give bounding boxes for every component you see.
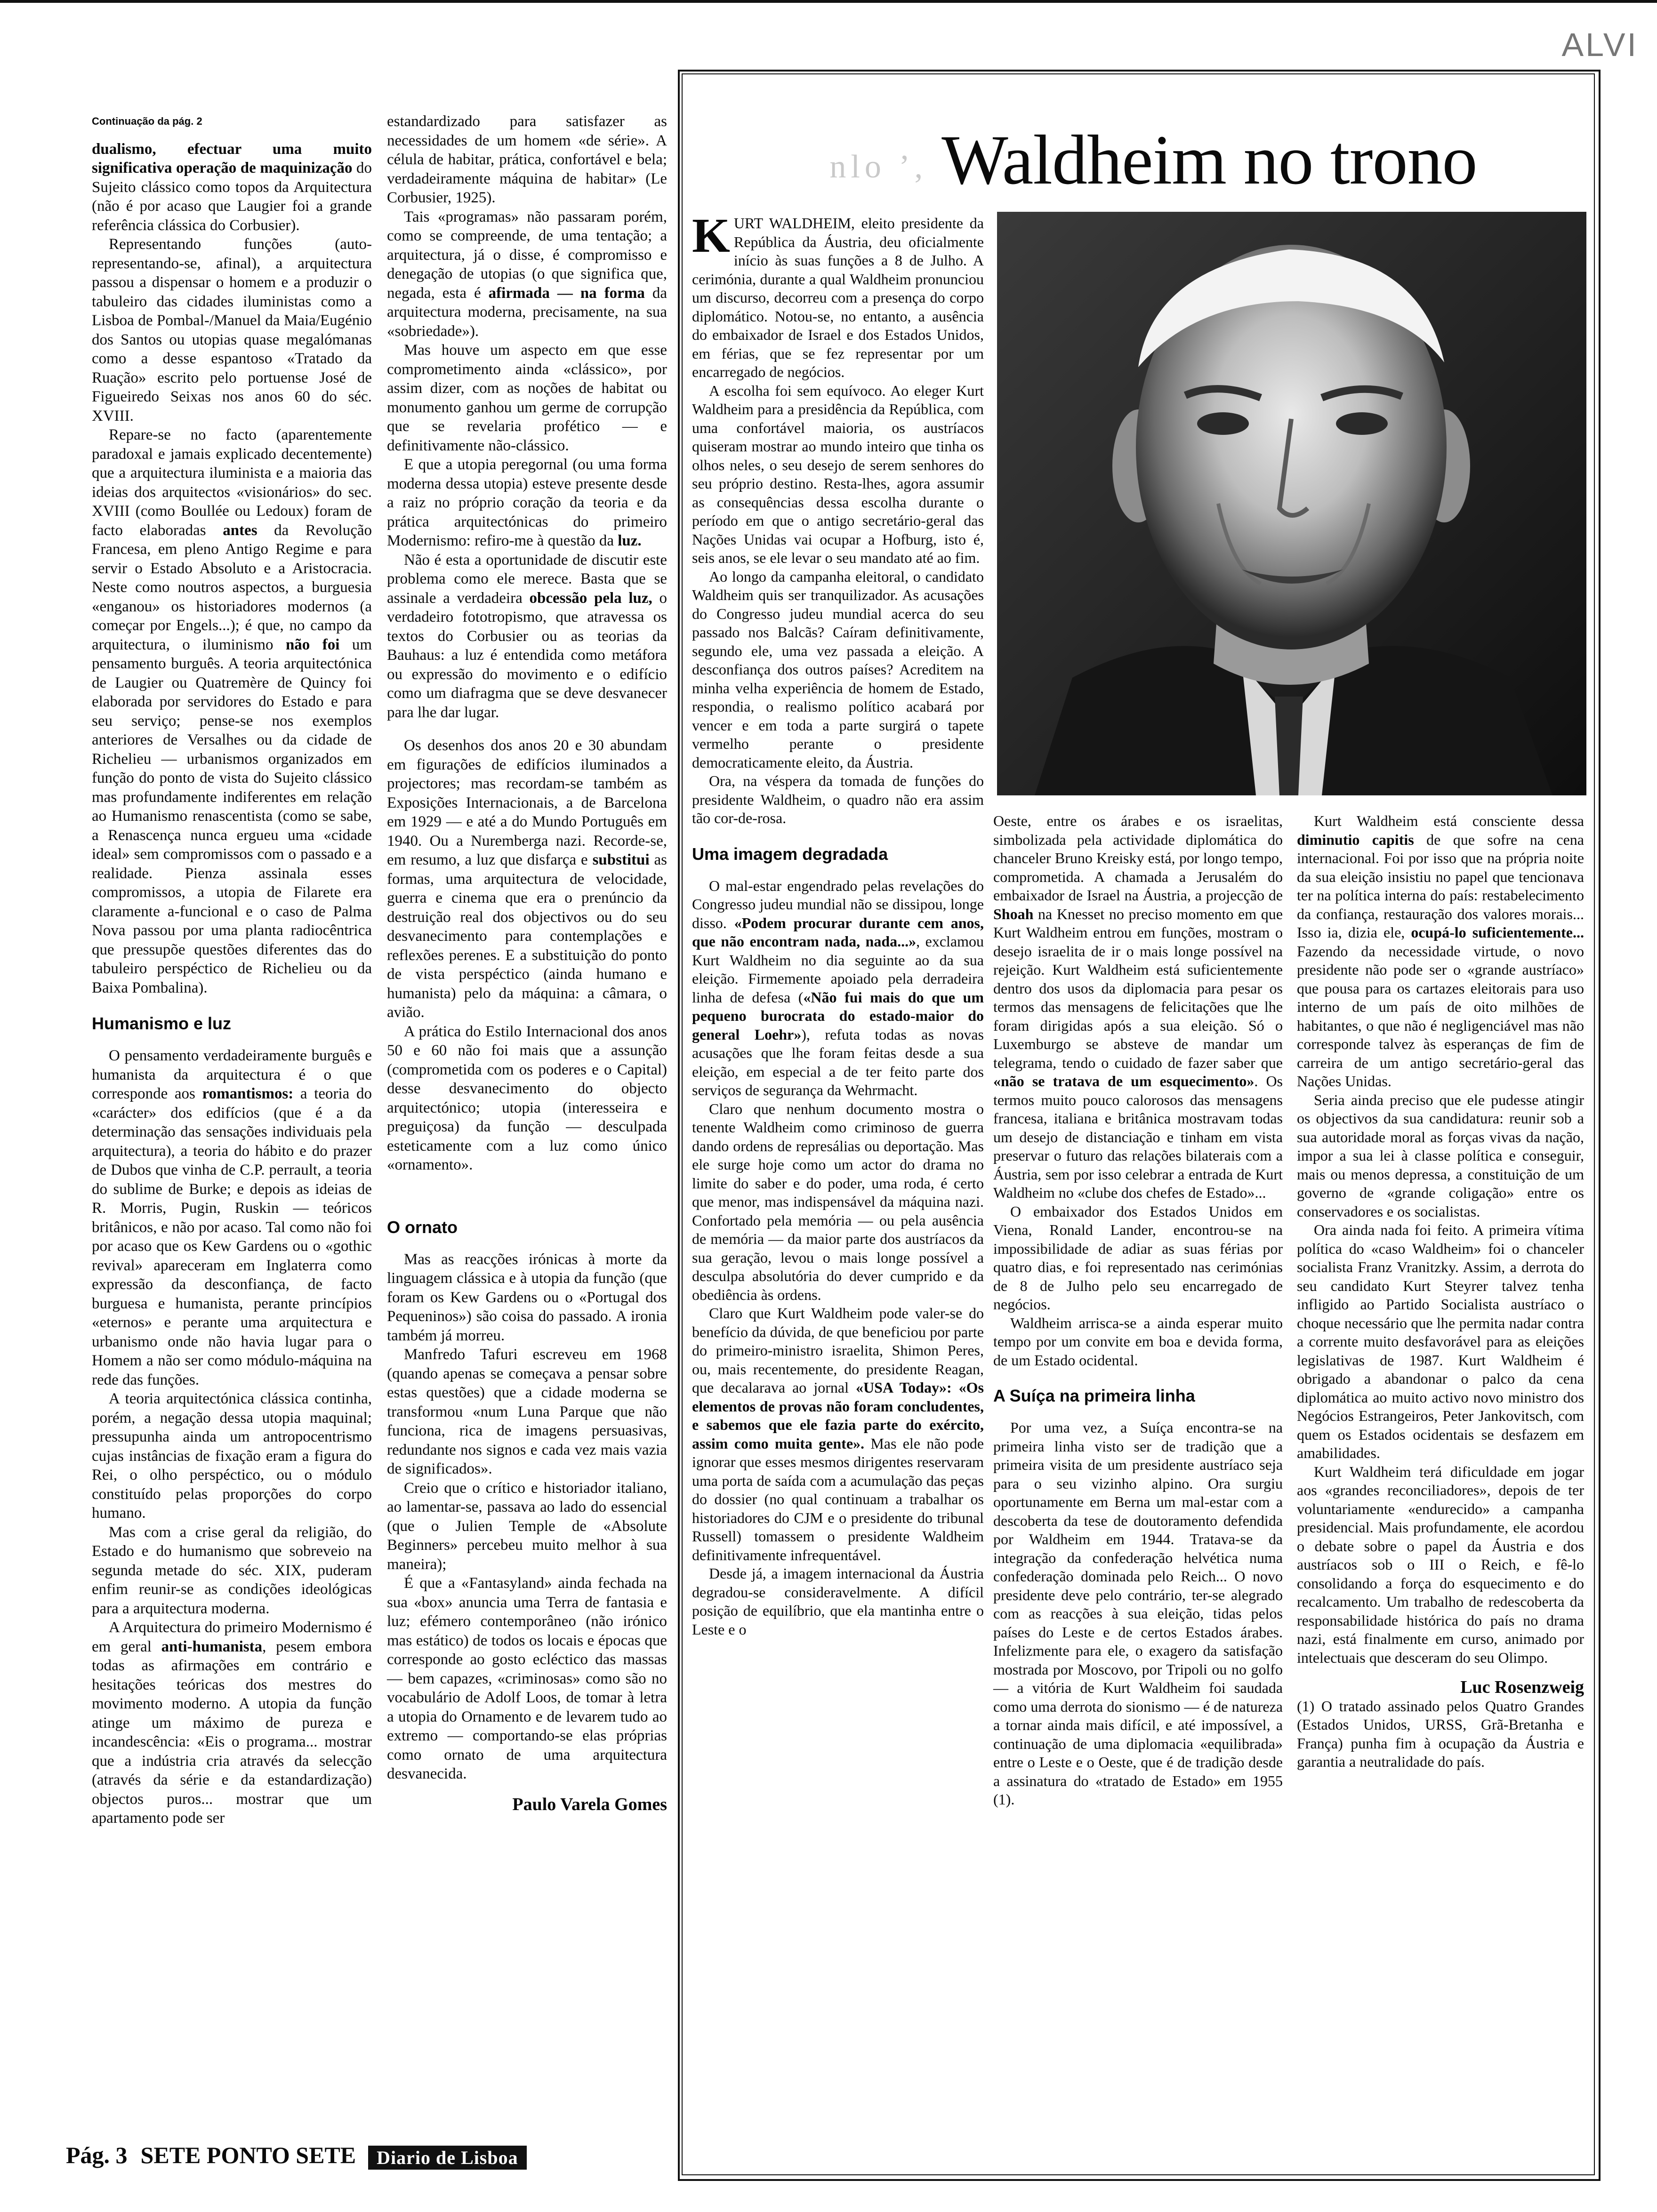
paragraph: A prática do Estilo Internacional dos anos 50 e 60 não foi mais que a assunção (comprometida com os poderes e o Capital) desse desvanecimento do objecto arquitectónico; utopia (interesseira e preguiçosa) da função — desculpada esteticamente com a luz como único «ornamento». <box>387 1023 667 1173</box>
paragraph: O embaixador dos Estados Unidos em Viena, Ronald Lander, encontrou-se na impossibilidade de adiar as suas férias por quatro dias, e foi representado nas cerimónias de 8 de Julho pelo seu encarregado de negócios. <box>993 1202 1283 1313</box>
portrait-photo <box>997 212 1586 795</box>
bold-text: substitui <box>592 851 650 868</box>
drop-cap: K <box>692 208 730 263</box>
text: URT WALDHEIM, eleito presidente da República da Áustria, deu oficialmente início às suas funções a 8 de Julho. A cerimónia, durante a qual Waldheim pronunciou um discurso, decorreu com a presença do corpo diplomático. Notou-se, no entanto, a ausência do embaixador de Israel e dos Estados Unidos, em férias, que se fez representar por um encarregado de negócios. <box>692 215 984 380</box>
paragraph: A escolha foi sem equívoco. Ao eleger Kurt Waldheim para a presidência da República, com uma confortável maioria, os austríacos quiseram mostrar ao mundo inteiro que tinha os olhos neles, o seu desejo de serem senhores do seu próprio destino. Resta-lhes, agora assumir as consequências dessa escolha durante o período em que o antigo secretário-geral das Nações Unidas vai ocupar a Hofburg, isto é, seis anos, se ele levar o seu mandato até ao fim. <box>692 382 984 566</box>
text: na Knesset no preciso momento em que Kurt Waldheim entrou em funções, mostram o desejo israelita de ir o mais longe possível na rejeição. Kurt Waldheim está suficientemente dentro dos usos da diplomacia para pesar os termos das mensagens de felicitações que lhe foram dirigidas após a sua eleição. Só o Luxemburgo se absteve de mandar um telegrama, tendo o cuidado de fazer saber que <box>993 905 1283 1071</box>
paragraph <box>387 455 667 551</box>
paragraph: É que a «Fantasyland» ainda fechada na sua «box» anuncia uma Terra de fantasia e luz; efémero contemporâneo (não irónico mas estático) de todos os locais e épocas que corresponde ao gosto ecléctico das massas — bem capazes, «criminosas» como são no vocabulário de Adolf Loos, de tomar à letra a utopia do Ornamento e de levarem tudo ao extremo — comportando-se elas próprias como ornato de uma arquitectura desvanecida. <box>387 1575 667 1782</box>
bold-text: antes <box>223 521 257 539</box>
right-article-col-1 <box>692 208 984 1639</box>
paragraph: Kurt Waldheim terá dificuldade em jogar aos «grandes reconciliadores», depois de ter voluntariamente «endurecido» a campanha presidencial. Mais profundamente, ele acordou o debate sobre o papel da Áustria e dos austríacos sob o III o Reich, e fê-lo consolidando a força do esquecimento e do recalcamento. Um trabalho de redescoberta da responsabilidade histórica do país no drama nazi, está finalmente em curso, animado por intelectuais que desceram do seu Olimpo. <box>1297 1463 1584 1666</box>
portrait-image <box>997 212 1586 795</box>
subheading: Uma imagem degradada <box>692 844 888 864</box>
text: do Sujeito clássico como topos da Arquitectura (não é por acaso que Laugier foi a grande referência clássica do Corbusier). <box>92 160 372 234</box>
bold-text: «Podem procurar durante cem anos, que não encontram nada, nada...» <box>692 914 984 950</box>
text: Mas ele não pode ignorar que esses mesmos dirigentes reservaram uma porta de saída com a acumulação das peças do dossier (no qual continuam a trabalhar os historiadores do CJM e o presidente do tribunal Russell) tomassem o presidente Waldheim definitivamente infrequentável. <box>692 1435 984 1563</box>
left-article-col-1 <box>92 112 372 1828</box>
text: E que a utopia peregornal (ou uma forma moderna dessa utopia) esteve presente desde a raiz no próprio coração da teoria e da prática arquitectónicas do primeiro Modernismo: refiro-me à questão da <box>387 456 667 549</box>
paragraph: Creio que o crítico e historiador italiano, ao lamentar-se, passava ao lado do essencial (que o Julien Temple de «Absolute Beginners» percebeu muito melhor à sua maneira); <box>387 1479 667 1573</box>
text: Fazendo da necessidade virtude, o novo presidente não pode ser o «grande austríaco» que pousa para os cartazes eleitorais para uso interno de um país de oito milhões de habitantes, o que não é negligenciável mas não corresponde talvez às esperanças de fim de carreira de um antigo secretário-geral das Nações Unidas. <box>1297 942 1584 1090</box>
text: , pesem embora todas as afirmações em contrário e hesitações teóricas dos mestres do movimento moderno. A utopia da função atinge um máximo de pureza e incandescência: «Eis o programa... mostrar que a indústria cria através da selecção (através da série e da estandardização) objectos puros... mostrar que um apartamento pode ser <box>92 1638 372 1827</box>
text: O mal-estar engendrado pelas revelações do Congresso judeu mundial não se dissipou, longe disso. <box>692 877 984 931</box>
page-number: Pág. 3 <box>66 2142 128 2168</box>
paragraph: Por uma vez, a Suíça encontra-se na primeira linha visto ser de tradição que a primeira visita de um presidente austríaco seja para o seu vizinho alpino. Ora surgiu oportunamente em Berna um mal-estar com a descoberta da tese de doutoramento defendida por Waldheim em 1944. Tratava-se da integração da confederação helvética numa confederação dominada pelo Reich... O novo presidente deve pelo contrário, ter-se alegrado com as reacções à sua eleição, tidas pelos países do Leste e de certos Estados árabes. Infelizmente para ele, o exagero da satisfação mostrada por Moscovo, por Tripoli ou no golfo — a vitória de Kurt Waldheim foi saudada como uma derrota do sionismo — é de natureza a tornar ainda mais difícil, e até impossível, a continuação de uma diplomacia «equilibrada» entre o Leste e o Oeste, que é de tradição desde a assinatura do «tratado de Estado» em 1955 (1). <box>993 1419 1283 1808</box>
text: Kurt Waldheim está consciente dessa <box>1314 812 1584 829</box>
section-name: SETE PONTO SETE <box>140 2142 356 2168</box>
paragraph: Mas houve um aspecto em que esse comprometimento ainda «clássico», por assim dizer, com as noções de habitat ou monumento ganhou um germe de corrupção que se revelaria profético — e definitivamente não-clássico. <box>387 342 667 454</box>
text: um pensamento burguês. A teoria arquitectónica de Laugier ou Quatremère de Quincy foi elaborada por servidores do Estado e para seu serviço; pense-se nos exemplos anteriores de Versalhes ou da cidade de Richelieu — urbanismos organizados em função do ponto de vista do Sujeito clássico mas profundamente indiferentes em relação ao Humanismo renascentista (como se sabe, a Renascença nunca ergueu uma «cidade ideal» sem compromissos com o passado e a realidade. Pienza assinala esses compromissos, a utopia de Filarete era claramente a-funcional e o caso de Palma Nova passou por uma planta radiocêntrica que pressupõe questões diferentes das do tabuleiro perspéctico de Richelieu ou da Baixa Pombalina). <box>92 636 372 996</box>
paragraph: Seria ainda preciso que ele pudesse atingir os objectivos da sua candidatura: reunir sob a sua autoridade moral as forças vivas da nação, impor a sua lei à classe política e conseguir, mais ou menos depressa, a constituição de um governo de «grande coligação» entre os conservadores e os socialistas. <box>1297 1091 1584 1220</box>
subheading: A Suíça na primeira linha <box>993 1386 1195 1405</box>
bold-text: dualismo, efectuar uma muito significativa operação de maquinização <box>92 140 372 176</box>
paragraph: Ao longo da campanha eleitoral, o candidato Waldheim quis ser tranquilizador. As acusações do Congresso judeu mundial acerca do seu passado nos Balcãs? Caíram definitivamente, segundo ele, uma vez passada a eleição. A desconfiança dos outros países? Acreditem na minha velha experiência de homem de Estado, respondia, o realismo político acabará por vencer e em toda a parte surgirá o tapete vermelho perante o presidente democraticamente eleito, da Áustria. <box>692 568 984 771</box>
top-rule <box>0 0 1657 3</box>
paragraph: A teoria arquitectónica clássica continha, porém, a negação dessa utopia maquinal; pressupunha ainda um antropocentrismo cujas instâncias de fixação eram a figura do Rei, o olho perspéctico, ou o módulo constituído pelas proporções do corpo humano. <box>92 1390 372 1522</box>
continued-from-label: Continuação da pág. 2 <box>92 115 202 127</box>
text: A Arquitectura do primeiro Modernismo é em geral <box>92 1619 372 1655</box>
text: da arquitectura moderna, precisamente, na sua «sobriedade»). <box>387 284 667 340</box>
corner-mark: ALVI <box>1561 26 1638 63</box>
text: as formas, uma arquitectura de velocidade, guerra e cinema que era o prenúncio da destruição real dos objectivos ou do seu desvanecimento para contemplações e reflexões perenes. E a substituição do ponto de vista perspéctico (ainda humano e humanista) pelo da máquina: a câmara, o avião. <box>387 851 667 1021</box>
text: , exclamou Kurt Waldheim no dia seguinte ao da sua eleição. Firmemente apoiado pela derradeira linha de defesa ( <box>692 933 984 1006</box>
paragraph <box>92 1618 372 1828</box>
right-article-col-3 <box>1297 812 1584 1771</box>
paragraph: Claro que nenhum documento mostra o tenente Waldheim como criminoso de guerra dando ordens de represálias ou deportação. Mas ele surge hoje como um actor do drama no limite do saber e do poder, uma roda, é certo que menor, mas indispensável da máquina nazi. Confortado pela memória — ou pela ausência de memória — da maior parte dos austríacos da sua geração, levou o mais longe possível a desculpa absolutória do dever cumprido e da obediência às ordens. <box>692 1100 984 1303</box>
paragraph <box>692 208 984 382</box>
bold-text: não foi <box>285 636 340 653</box>
newspaper-masthead: Diario de Lisboa <box>368 2146 526 2170</box>
bold-text: ocupá-lo suficientemente... <box>1411 924 1585 941</box>
text: Tais «programas» não passaram porém, como se compreende, de uma tentação; a arquitectura, já o disse, é compromisso e denegação de utopias (o que significa que, negada, esta é <box>387 208 667 302</box>
bold-text: anti-humanista <box>161 1638 263 1655</box>
paragraph <box>92 425 372 997</box>
paragraph <box>692 877 984 1100</box>
paragraph <box>387 736 667 1022</box>
text: o verdadeiro fototropismo, que atravessa os textos do Corbusier ou as teorias da Bauhaus: a luz é entendida como metáfora ou expressão do movimento e o edifício como um diafragma que se deve desvanecer para lhe dar lugar. <box>387 589 667 721</box>
author-signature: Luc Rosenzweig <box>1460 1677 1584 1697</box>
text: Os desenhos dos anos 20 e 30 abundam em figurações de edifícios iluminados a projectores; mas recordam-se também as Exposições Internacionais, a de Barcelona em 1929 — e até a do Mundo Português em 1940. Ou a Nuremberga nazi. Recorde-se, em resumo, a luz que disfarça e <box>387 737 667 868</box>
paragraph <box>692 1304 984 1564</box>
bold-text: «USA Today»: «Os elementos de provas não foram concludentes, e sabemos que ele fazia parte do exército, assim como muita gente». <box>692 1379 984 1452</box>
footnote: (1) O tratado assinado pelos Quatro Grandes (Estados Unidos, URSS, Grã-Bretanha e França) punha fim à ocupação da Áustria e garantia a neutralidade do país. <box>1297 1697 1584 1770</box>
bold-text: obcessão pela luz, <box>529 589 652 607</box>
paragraph: estandardizado para satisfazer as necessidades de um homem «de série». A célula de habitar, prática, confortável e bela; verdadeiramente máquina de habitar» (Le Corbusier, 1925). <box>387 113 667 206</box>
paragraph <box>1297 812 1584 1091</box>
bold-text: «não se tratava de um esquecimento» <box>993 1073 1255 1090</box>
paragraph: Representando funções (auto-representando-se, afinal), a arquitectura passou a dispensar o homem e a produzir o tabuleiro das cidades iluministas como a Lisboa de Pombal-/Manuel da Maia/Eugénio dos Santos ou utopias quase megalómanas como a desse espantoso «Tratado da Ruação» escrito pelo portuense José de Figueiredo Seixas nos anos 60 do séc. XVIII. <box>92 236 372 425</box>
text: de que sofre na cena internacional. Foi por isso que na própria noite da sua eleição insistiu no papel que tencionava ter na política interna do país: restabelecimento da confiança, restauração dos valores morais... Isso ia, dizia ele, <box>1297 831 1585 941</box>
bold-text: «Não fui mais do que um pequeno burocrata do estado-maior do general Loehr» <box>692 988 984 1043</box>
paragraph <box>387 208 667 341</box>
text: Repare-se no facto (aparentemente paradoxal e jamais explicado decentemente) que a arquitectura iluminista e a maioria das ideias dos arquitectos «visionários» do sec. XVIII (como Boullée ou Ledoux) foram de facto elaboradas <box>92 426 372 539</box>
bold-text: afirmada — na forma <box>488 284 645 302</box>
subheading: Humanismo e luz <box>92 1014 232 1033</box>
right-article-col-2 <box>993 812 1283 1809</box>
subheading: O ornato <box>387 1217 458 1237</box>
paragraph: Ora ainda nada foi feito. A primeira vítima política do «caso Waldheim» foi o chanceler socialista Franz Vranitzky. Assim, a derrota do seu candidato Kurt Steyrer talvez tenha infligido ao Partido Socialista austríaco o choque necessário que lhe permita nadar contra a corrente muito desfavorável para as eleições legislativas de 1987. Kurt Waldheim é obrigado a abandonar o palco da cena diplomática ao muito activo novo ministro dos Negócios Estrangeiros, Peter Jankovitsch, com quem os Estados ocidentais se desfazem em amabilidades. <box>1297 1221 1584 1461</box>
bold-text: luz. <box>618 532 642 549</box>
left-article-col-2 <box>387 112 667 1814</box>
paragraph <box>993 812 1283 1202</box>
paragraph: Waldheim arrisca-se a ainda esperar muito tempo por um convite em boa e devida forma, de um Estado ocidental. <box>993 1314 1283 1369</box>
bold-text: Shoah <box>993 905 1034 922</box>
headline-text: Waldheim no trono <box>941 120 1477 199</box>
paragraph: Manfredo Tafuri escreveu em 1968 (quando apenas se começava a pensar sobre estas questões) que a cidade moderna se transformou «num Luna Parque que não funciona, rica de imagens persuasivas, redundante nos signos e cada vez mais vazia de significados». <box>387 1346 667 1477</box>
paragraph <box>92 1046 372 1389</box>
bold-text: diminutio capitis <box>1297 831 1414 848</box>
text: Claro que Kurt Waldheim pode valer-se do benefício da dúvida, de que beneficiou por parte do primeiro-ministro israelita, Shimon Peres, ou, mais recentemente, do presidente Reagan, que decalarava ao jornal <box>692 1305 984 1396</box>
text: ), refuta todas as novas acusações que lhe foram feitas desde a sua eleição, em especial a de ter feito parte dos serviços de segurança da Wehrmacht. <box>692 1026 984 1098</box>
paragraph <box>92 140 372 235</box>
text: da Revolução Francesa, em pleno Antigo Regime e para servir o Estado Absoluto e a Aristocracia. Neste como noutros aspectos, a burguesia «enganou» os historiadores modernos (a começar por Engels...); é que, no campo da arquitectura, o iluminismo <box>92 521 372 653</box>
paragraph: Mas as reacções irónicas à morte da linguagem clássica e à utopia da função (que foram os Kew Gardens ou o «Portugal dos Pequeninos») são coisa do passado. A ironia também já morreu. <box>387 1250 667 1344</box>
paragraph <box>387 551 667 722</box>
text: a teoria do «carácter» dos edifícios (que é a da determinação das sensações individuais pela arquitectura), a teoria do hábito e do prazer de Dubos que vinha de C.P. perrault, a teoria do sublime de Burke; e depois as ideias de R. Morris, Pugin, Ruskin — teóricos britânicos, e não por acaso. Tal como não foi por acaso que os Kew Gardens ou o «gothic revival» apareceram em Inglaterra como expressão da desconfiança, de facto burguesa e humanista, perante princípios «eternos» e perante uma arquitectura e urbanismo onde não havia lugar para o Homem a não ser como módulo-máquina na rede das funções. <box>92 1085 372 1388</box>
text: O pensamento verdadeiramente burguês e humanista da arquitectura é o que corresponde aos <box>92 1047 372 1102</box>
text: . Os termos muito pouco calorosos das mensagens francesa, italiana e britânica mostravam todas um desejo de distanciação e tinham em vista preservar o futuro das relações bilaterais com a Áustria, sem por isso celebrar a entrada de Kurt Waldheim no «clube dos chefes de Estado»... <box>993 1073 1283 1201</box>
paragraph: Desde já, a imagem internacional da Áustria degradou-se consideravelmente. A difícil posição de equilíbrio, que ela mantinha entre o Leste e o <box>692 1565 984 1638</box>
bold-text: romantismos: <box>202 1085 294 1102</box>
text: Não é esta a oportunidade de discutir este problema como ele merece. Basta que se assinale a verdadeira <box>387 551 667 607</box>
author-signature: Paulo Varela Gomes <box>512 1794 667 1814</box>
page-footer <box>66 2141 527 2170</box>
text: Oeste, entre os árabes e os israelitas, simbolizada pela actividade diplomática do chanceler Bruno Kreisky está, por longo tempo, comprometida. A chamada a Jerusalém do embaixador de Israel na Áustria, a projecção de <box>993 812 1283 904</box>
paragraph: Mas com a crise geral da religião, do Estado e do humanismo que sobreveio na segunda metade do séc. XIX, puderam enfim reunir-se as condições ideológicas para a arquitectura moderna. <box>92 1523 372 1617</box>
paragraph: Ora, na véspera da tomada de funções do presidente Waldheim, o quadro não era assim tão cor-de-rosa. <box>692 772 984 826</box>
headline-smudge: nlo ’, <box>829 149 928 185</box>
